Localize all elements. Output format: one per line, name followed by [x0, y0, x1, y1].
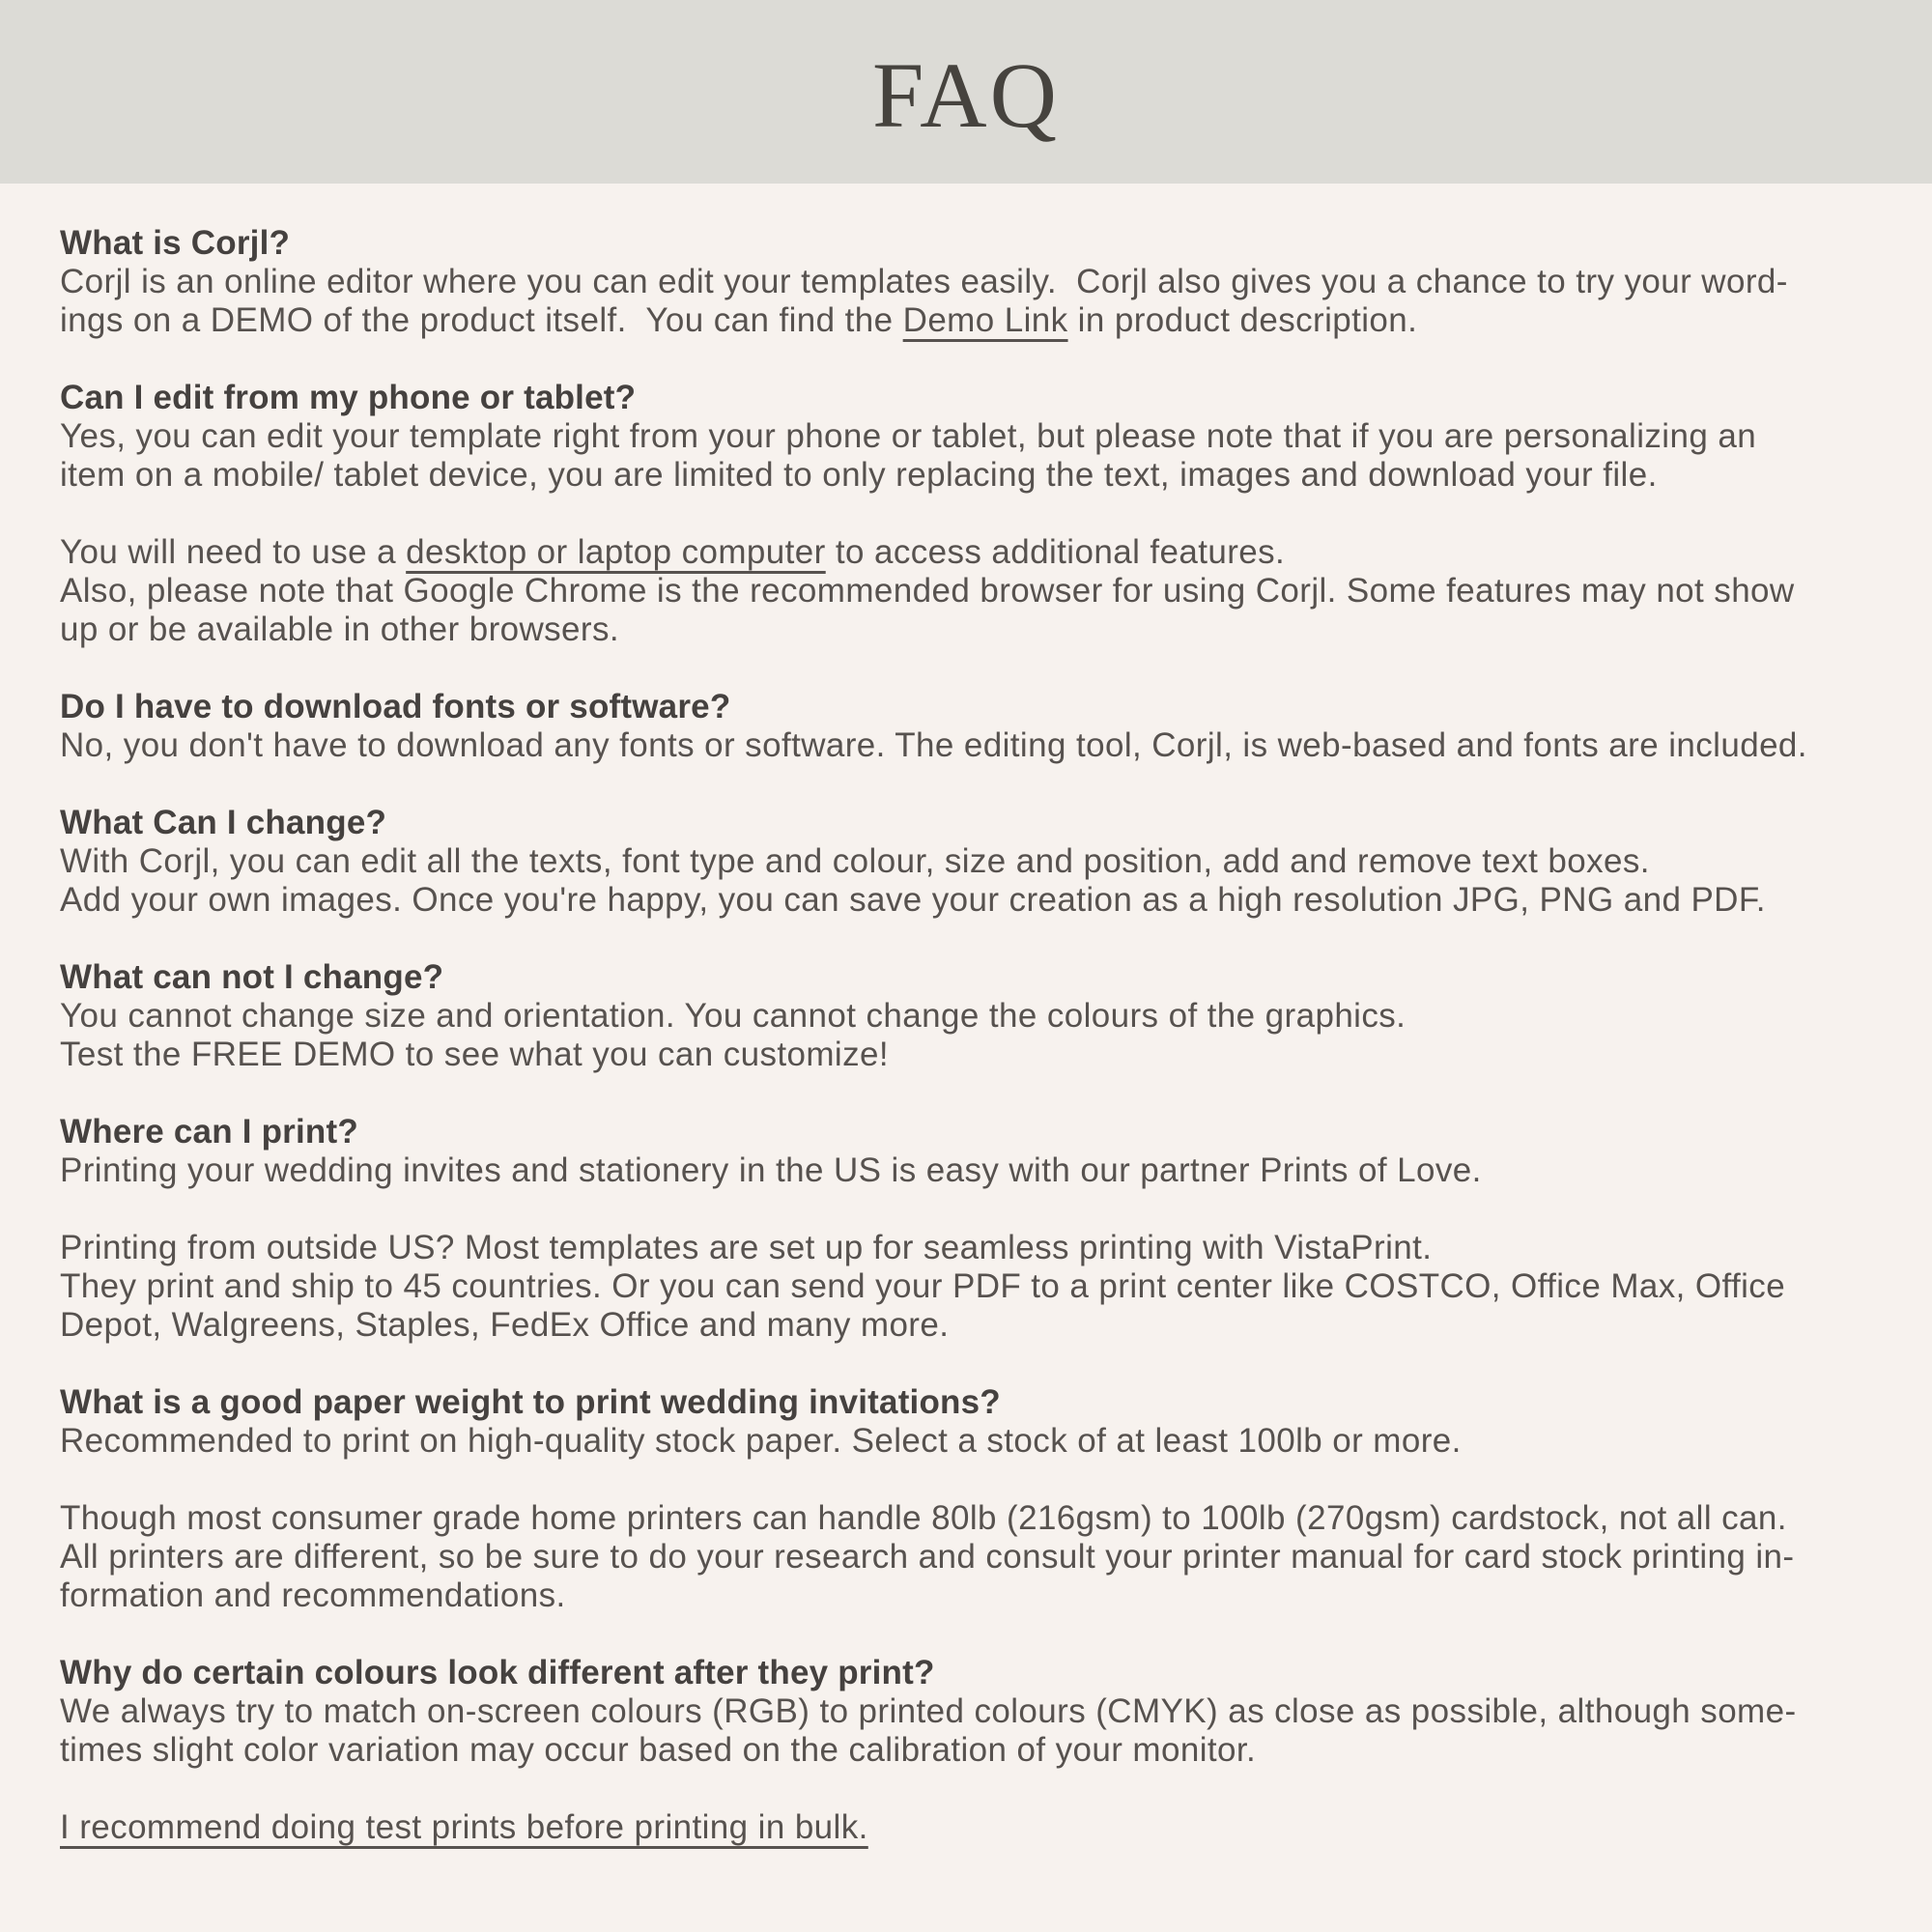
text-line — [60, 997, 1878, 1036]
faq-question: Why do certain colours look different after they print? — [60, 1654, 935, 1691]
text-line — [60, 1036, 1878, 1074]
faq-answer-paragraph — [60, 1499, 1878, 1615]
faq-answer-paragraph — [60, 1151, 1878, 1190]
text-segment: in product description. — [1067, 301, 1418, 339]
text-line — [60, 726, 1878, 765]
demo-link[interactable]: Demo Link — [902, 301, 1068, 339]
text-segment: Also, please note that Google Chrome is the recommended browser for using Corjl. Some features may not show — [60, 572, 1795, 610]
faq-section — [60, 958, 1878, 1074]
faq-content — [0, 184, 1932, 1847]
faq-answer-paragraph — [60, 533, 1878, 649]
faq-answer-paragraph — [60, 997, 1878, 1074]
text-line — [60, 263, 1878, 301]
text-segment: We always try to match on-screen colours (RGB) to printed colours (CMYK) as close as possible, although some- — [60, 1692, 1797, 1730]
text-line — [60, 301, 1878, 340]
text-line — [60, 417, 1878, 456]
text-segment: No, you don't have to download any fonts or software. The editing tool, Corjl, is web-based and fonts are included. — [60, 726, 1807, 764]
faq-question: What is a good paper weight to print wedding invitations? — [60, 1383, 1001, 1421]
text-line — [60, 611, 1878, 649]
faq-section — [60, 804, 1878, 920]
underlined-text: I recommend doing test prints before printing in bulk. — [60, 1808, 868, 1846]
text-segment: You will need to use a — [60, 533, 407, 571]
faq-question: Do I have to download fonts or software? — [60, 688, 731, 725]
text-line — [60, 1538, 1878, 1577]
text-line — [60, 1229, 1878, 1267]
text-segment: Though most consumer grade home printers can handle 80lb (216gsm) to 100lb (270gsm) cardstock, not all can. — [60, 1499, 1787, 1537]
faq-answer-paragraph — [60, 1229, 1878, 1345]
faq-answer-paragraph — [60, 1808, 1878, 1847]
text-segment: times slight color variation may occur based on the calibration of your monitor. — [60, 1731, 1257, 1769]
text-segment: Corjl is an online editor where you can edit your templates easily. Corjl also gives you a chance to try your word- — [60, 263, 1788, 300]
text-segment: All printers are different, so be sure to do your research and consult your printer manual for card stock printing in- — [60, 1538, 1795, 1576]
text-segment: to access additional features. — [825, 533, 1286, 571]
faq-answer-paragraph — [60, 726, 1878, 765]
text-segment: You cannot change size and orientation. You cannot change the colours of the graphics. — [60, 997, 1406, 1035]
text-segment: Recommended to print on high-quality stock paper. Select a stock of at least 100lb or more. — [60, 1422, 1462, 1460]
text-line — [60, 1692, 1878, 1731]
text-line — [60, 1306, 1878, 1345]
faq-answer-paragraph — [60, 1422, 1878, 1461]
text-line — [60, 1422, 1878, 1461]
faq-question: Where can I print? — [60, 1113, 358, 1151]
faq-answer-paragraph — [60, 1692, 1878, 1770]
faq-question: Can I edit from my phone or tablet? — [60, 379, 637, 416]
text-line — [60, 1499, 1878, 1538]
text-segment: formation and recommendations. — [60, 1577, 566, 1614]
faq-section — [60, 379, 1878, 649]
faq-section — [60, 688, 1878, 765]
faq-section — [60, 1383, 1878, 1615]
text-line — [60, 456, 1878, 495]
faq-answer-paragraph — [60, 417, 1878, 495]
faq-question: What Can I change? — [60, 804, 387, 841]
text-segment: item on a mobile/ tablet device, you are limited to only replacing the text, images and download your file. — [60, 456, 1658, 494]
text-segment: They print and ship to 45 countries. Or you can send your PDF to a print center like COSTCO, Office Max, Office — [60, 1267, 1786, 1305]
header-band — [0, 0, 1932, 184]
text-segment: Yes, you can edit your template right from your phone or tablet, but please note that if you are personalizing an — [60, 417, 1757, 455]
text-segment: Printing from outside US? Most templates are set up for seamless printing with VistaPrint. — [60, 1229, 1433, 1266]
text-segment: Printing your wedding invites and stationery in the US is easy with our partner Prints of Love. — [60, 1151, 1482, 1189]
text-segment: Depot, Walgreens, Staples, FedEx Office and many more. — [60, 1306, 950, 1344]
text-line — [60, 572, 1878, 611]
text-segment: Add your own images. Once you're happy, you can save your creation as a high resolution JPG, PNG and PDF. — [60, 881, 1766, 919]
text-line — [60, 1151, 1878, 1190]
text-segment: up or be available in other browsers. — [60, 611, 620, 648]
faq-question: What can not I change? — [60, 958, 444, 996]
faq-question: What is Corjl? — [60, 224, 291, 262]
faq-section — [60, 1654, 1878, 1847]
faq-section — [60, 1113, 1878, 1345]
text-line — [60, 1267, 1878, 1306]
text-segment: ings on a DEMO of the product itself. You can find the — [60, 301, 903, 339]
page-title: FAQ — [872, 43, 1060, 147]
text-segment: With Corjl, you can edit all the texts, font type and colour, size and position, add and remove text boxes. — [60, 842, 1650, 880]
underlined-text: desktop or laptop computer — [406, 533, 826, 571]
text-line — [60, 533, 1878, 572]
text-line — [60, 881, 1878, 920]
text-line — [60, 1808, 1878, 1847]
text-line — [60, 1731, 1878, 1770]
faq-answer-paragraph — [60, 842, 1878, 920]
text-line — [60, 1577, 1878, 1615]
faq-section — [60, 224, 1878, 340]
text-segment: Test the FREE DEMO to see what you can customize! — [60, 1036, 889, 1073]
text-line — [60, 842, 1878, 881]
faq-answer-paragraph — [60, 263, 1878, 340]
